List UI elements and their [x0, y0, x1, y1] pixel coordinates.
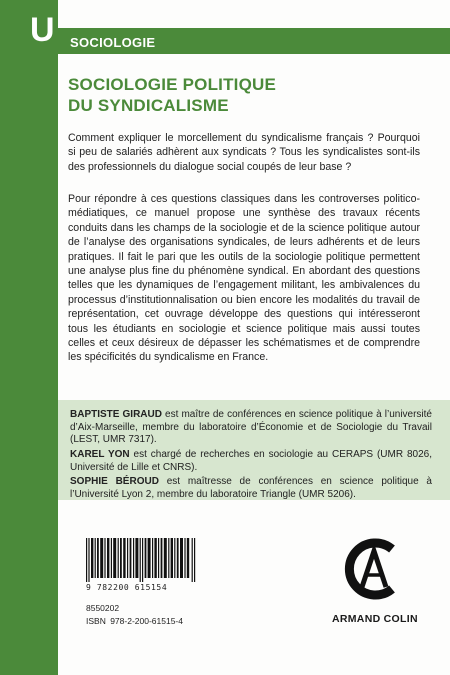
author-name: SOPHIE BÉROUD [70, 476, 159, 487]
title-line-1: SOCIOLOGIE POLITIQUE [68, 75, 277, 94]
authors-box [58, 400, 450, 500]
author-description: est maître de conférences en science politique à l’université d’Aix-Marseille, membre du laboratoire d’Économie et de Sociologie du Travail (LEST, UMR 7317). [70, 409, 432, 446]
barcode-icon [86, 538, 196, 582]
publisher-logo-icon [340, 535, 406, 603]
author-name: KAREL YON [70, 449, 130, 460]
isbn-number: ISBN 978-2-200-61515-4 [86, 616, 183, 626]
blurb-paragraph-1: Comment expliquer le morcellement du syndicalisme français ? Pourquoi si peu de salariés adhèrent aux syndicats ? Tous les syndicalistes sont-ils des professionnels du dialogue social coupés de leur base ? [68, 132, 420, 173]
author-bio [70, 409, 432, 447]
series-name: SOCIOLOGIE [70, 35, 156, 50]
author-name: BAPTISTE GIRAUD [70, 409, 162, 420]
book-title [68, 74, 418, 116]
author-description: est chargé de recherches en sociologie au CERAPS (UMR 8026, Université de Lille et CNRS). [70, 449, 432, 473]
author-bio [70, 449, 432, 474]
publisher-name: ARMAND COLIN [332, 613, 418, 625]
green-spine-band [0, 0, 58, 675]
series-letter: U [30, 11, 55, 49]
product-code: 8550202 [86, 603, 120, 613]
barcode-number: 9 782200 615154 [86, 583, 168, 592]
title-line-2: DU SYNDICALISME [68, 96, 229, 115]
author-description: est maîtresse de conférences en science politique à l’Université Lyon 2, membre du laboratoire Triangle (UMR 5206). [70, 476, 432, 500]
blurb-paragraph-2: Pour répondre à ces questions classiques dans les controverses politico-médiatiques, ce manuel propose une synthèse des travaux récents conduits dans les champs de la sociologie et de la science politique autour de l’analyse des organisations syndicales, de leurs adhérents et de leurs pratiques. Il fait le pari que les outils de la sociologie politique permettent une analyse plus fine du phénomène syndical. En abordant des questions telles que les dynamiques de l’engagement militant, les ambivalences du processus d’institutionnalisation ou bien encore les modalités du travail de représentation, cet ouvrage développe des questions qui intéresseront tous les étudiants en sociologie et science politique mais aussi toutes celles et ceux désireux de dépasser les schématismes et de comprendre les spécificités du syndicalisme en France. [68, 193, 420, 364]
author-bio [70, 476, 432, 501]
series-bar [0, 28, 450, 54]
